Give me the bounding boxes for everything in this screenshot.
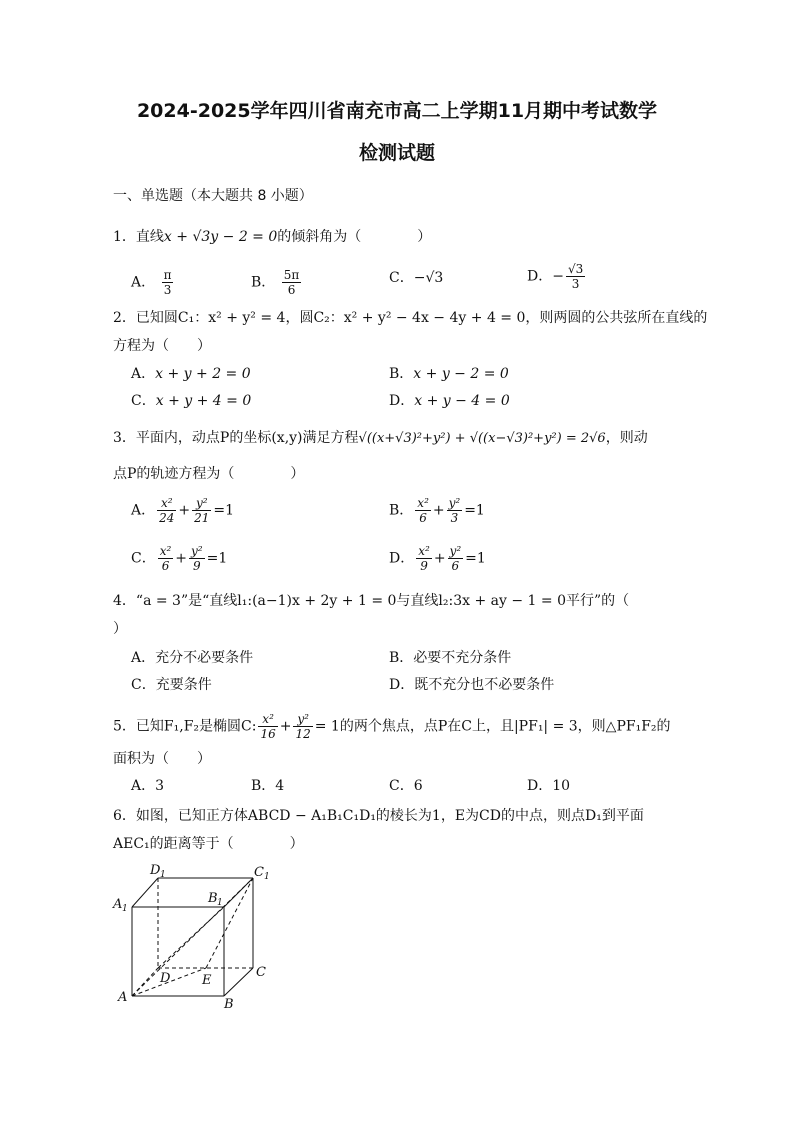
q1-option-c[interactable] <box>389 268 443 288</box>
option-value: 既不充分也不必要条件 <box>414 677 555 693</box>
q1-option-a[interactable] <box>131 268 175 297</box>
option-value: 10 <box>552 778 571 794</box>
q2-option-d[interactable] <box>389 391 510 411</box>
label-C1: C <box>254 865 264 880</box>
equation: x + √3y − 2 = 0 <box>163 229 278 245</box>
option-label: C． <box>389 778 414 794</box>
question-number: 6． <box>113 808 136 824</box>
question-number: 1． <box>113 229 136 245</box>
q4-option-b[interactable] <box>389 648 511 668</box>
q3-option-b[interactable]: B． $\frac{\text{x²}}{6}$ + $\frac{\text{y²}}{3}$ =1 <box>389 496 485 525</box>
edge-AD <box>132 968 158 996</box>
label-B: B <box>224 997 234 1012</box>
question-text: 平面内，动点P的坐标(x,y)满足方程 <box>135 430 359 446</box>
fraction: $\frac{\text{y²}}{12}$ <box>295 712 311 741</box>
q5-option-b[interactable] <box>251 776 284 796</box>
option-label: D． <box>527 268 553 285</box>
option-value: 6 <box>413 778 423 794</box>
option-value: 充分不必要条件 <box>155 650 254 666</box>
question-text: 已知圆C₁：x² + y² = 4，圆C₂：x² + y² − 4x − 4y + 4 = 0，则两圆的公共弦所在直线的 <box>135 310 708 326</box>
label-B1-sub: 1 <box>217 898 223 908</box>
question-text: “a = 3”是“直线l₁:(a−1)x + 2y + 1 = 0与直线l₂:3x + ay − 1 = 0平行”的（ <box>135 593 630 609</box>
question-text: = 1的两个焦点，点P在C上，且|PF₁| = 3，则△PF₁F₂的 <box>314 718 671 735</box>
option-label: A． <box>131 778 156 794</box>
option-label: C． <box>131 550 156 567</box>
q1-option-d[interactable]: D．− $\frac{√3}{3}$ <box>527 262 584 291</box>
option-fraction: $\frac{√3}{3}$ <box>567 262 584 291</box>
label-C1-sub: 1 <box>264 872 270 882</box>
q5-option-c[interactable] <box>389 776 423 796</box>
label-A1-sub: 1 <box>122 904 128 914</box>
equation: √((x+√3)²+y²) + √((x−√3)²+y²) = 2√6 <box>358 431 606 446</box>
option-value: 4 <box>275 778 285 794</box>
q2-option-b[interactable] <box>389 364 509 384</box>
option-value: x + y − 2 = 0 <box>413 366 509 382</box>
question-5-cont: 面积为（ ） <box>113 751 211 767</box>
option-label: D． <box>527 778 553 794</box>
question-number: 3． <box>113 430 136 446</box>
option-label: D． <box>389 677 415 693</box>
option-label: B． <box>251 778 276 794</box>
edge-A1D1 <box>132 878 158 907</box>
question-2 <box>113 308 707 328</box>
option-label: D． <box>389 550 415 567</box>
question-text: 的倾斜角为（ ） <box>277 229 432 245</box>
option-value: x + y + 4 = 0 <box>155 393 252 409</box>
question-6-cont: AEC₁的距离等于（ ） <box>113 836 304 852</box>
question-number: 5． <box>113 718 136 735</box>
cube-figure <box>110 862 290 1012</box>
option-label: A． <box>131 650 156 666</box>
q4-option-c[interactable] <box>131 675 212 695</box>
exam-title-line2: 检测试题 <box>358 142 435 164</box>
option-label: C． <box>389 270 414 286</box>
label-A: A <box>118 990 128 1005</box>
question-4-cont: ） <box>113 621 127 637</box>
q4-option-d[interactable] <box>389 675 554 695</box>
q2-option-a[interactable] <box>131 364 251 384</box>
option-label: C． <box>131 393 156 409</box>
option-label: A． <box>131 502 156 519</box>
question-5: 5．已知F₁,F₂是椭圆C: $\frac{\text{x²}}{16}$ + $\frac{\text{y²}}{12}$ = 1的两个焦点，点P在C上，且|PF₁| = 3，则△PF₁F₂的 <box>113 712 671 741</box>
option-label: B． <box>251 274 276 291</box>
exam-title-line1: 2024-2025学年四川省南充市高二上学期11月期中考试数学 <box>136 100 658 122</box>
q4-option-a[interactable] <box>131 648 253 668</box>
segment-AC1 <box>132 878 253 996</box>
option-label: B． <box>389 366 414 382</box>
q3-option-a[interactable]: A． $\frac{\text{x²}}{24}$ + $\frac{\text{y²}}{21}$ =1 <box>131 496 235 525</box>
q2-option-c[interactable] <box>131 391 251 411</box>
section-heading: 一、单选题（本大题共 8 小题） <box>113 188 313 204</box>
option-value: x + y + 2 = 0 <box>155 366 251 382</box>
fraction: $\frac{\text{x²}}{16}$ <box>260 712 276 741</box>
option-value: 3 <box>155 778 165 794</box>
question-number: 2． <box>113 310 136 326</box>
question-2-cont: 方程为（ ） <box>113 338 211 354</box>
question-4 <box>113 591 629 611</box>
q3-option-d[interactable]: D． $\frac{\text{x²}}{9}$ + $\frac{\text{y²}}{6}$ =1 <box>389 544 486 573</box>
q3-option-c[interactable]: C． $\frac{\text{x²}}{6}$ + $\frac{\text{y²}}{9}$ =1 <box>131 544 228 573</box>
option-label: B． <box>389 650 414 666</box>
label-A1: A <box>113 897 123 912</box>
option-label: A． <box>131 366 156 382</box>
option-fraction: $\frac{\pi}{3}$ <box>163 268 172 297</box>
question-3 <box>113 428 648 449</box>
option-fraction: $\frac{5\pi}{6}$ <box>283 268 300 297</box>
label-D: D <box>160 971 171 986</box>
option-label: B． <box>389 502 414 519</box>
question-text: 直线 <box>135 229 164 245</box>
label-D1: D <box>150 863 161 878</box>
label-D1-sub: 1 <box>160 870 166 880</box>
q1-option-b[interactable] <box>251 268 303 297</box>
question-number: 4． <box>113 593 136 609</box>
option-value: x + y − 4 = 0 <box>414 393 510 409</box>
q5-option-d[interactable] <box>527 776 570 796</box>
option-value: 充要条件 <box>155 677 212 693</box>
option-label: C． <box>131 677 156 693</box>
label-E: E <box>202 973 212 988</box>
option-value: 必要不充分条件 <box>413 650 512 666</box>
option-label: D． <box>389 393 415 409</box>
option-value: −√3 <box>413 270 444 286</box>
question-text: 已知F₁,F₂是椭圆C: <box>135 718 257 735</box>
question-1 <box>113 227 431 247</box>
question-text: 如图，已知正方体ABCD − A₁B₁C₁D₁的棱长为1，E为CD的中点，则点D₁到平面 <box>135 808 644 824</box>
label-B1: B <box>208 891 218 906</box>
edge-BC <box>224 968 253 996</box>
question-6 <box>113 806 644 826</box>
question-text: ，则动 <box>605 430 648 446</box>
option-label: A． <box>131 274 156 291</box>
q5-option-a[interactable] <box>131 776 164 796</box>
question-3-cont: 点P的轨迹方程为（ ） <box>113 466 305 482</box>
label-C: C <box>256 965 266 980</box>
